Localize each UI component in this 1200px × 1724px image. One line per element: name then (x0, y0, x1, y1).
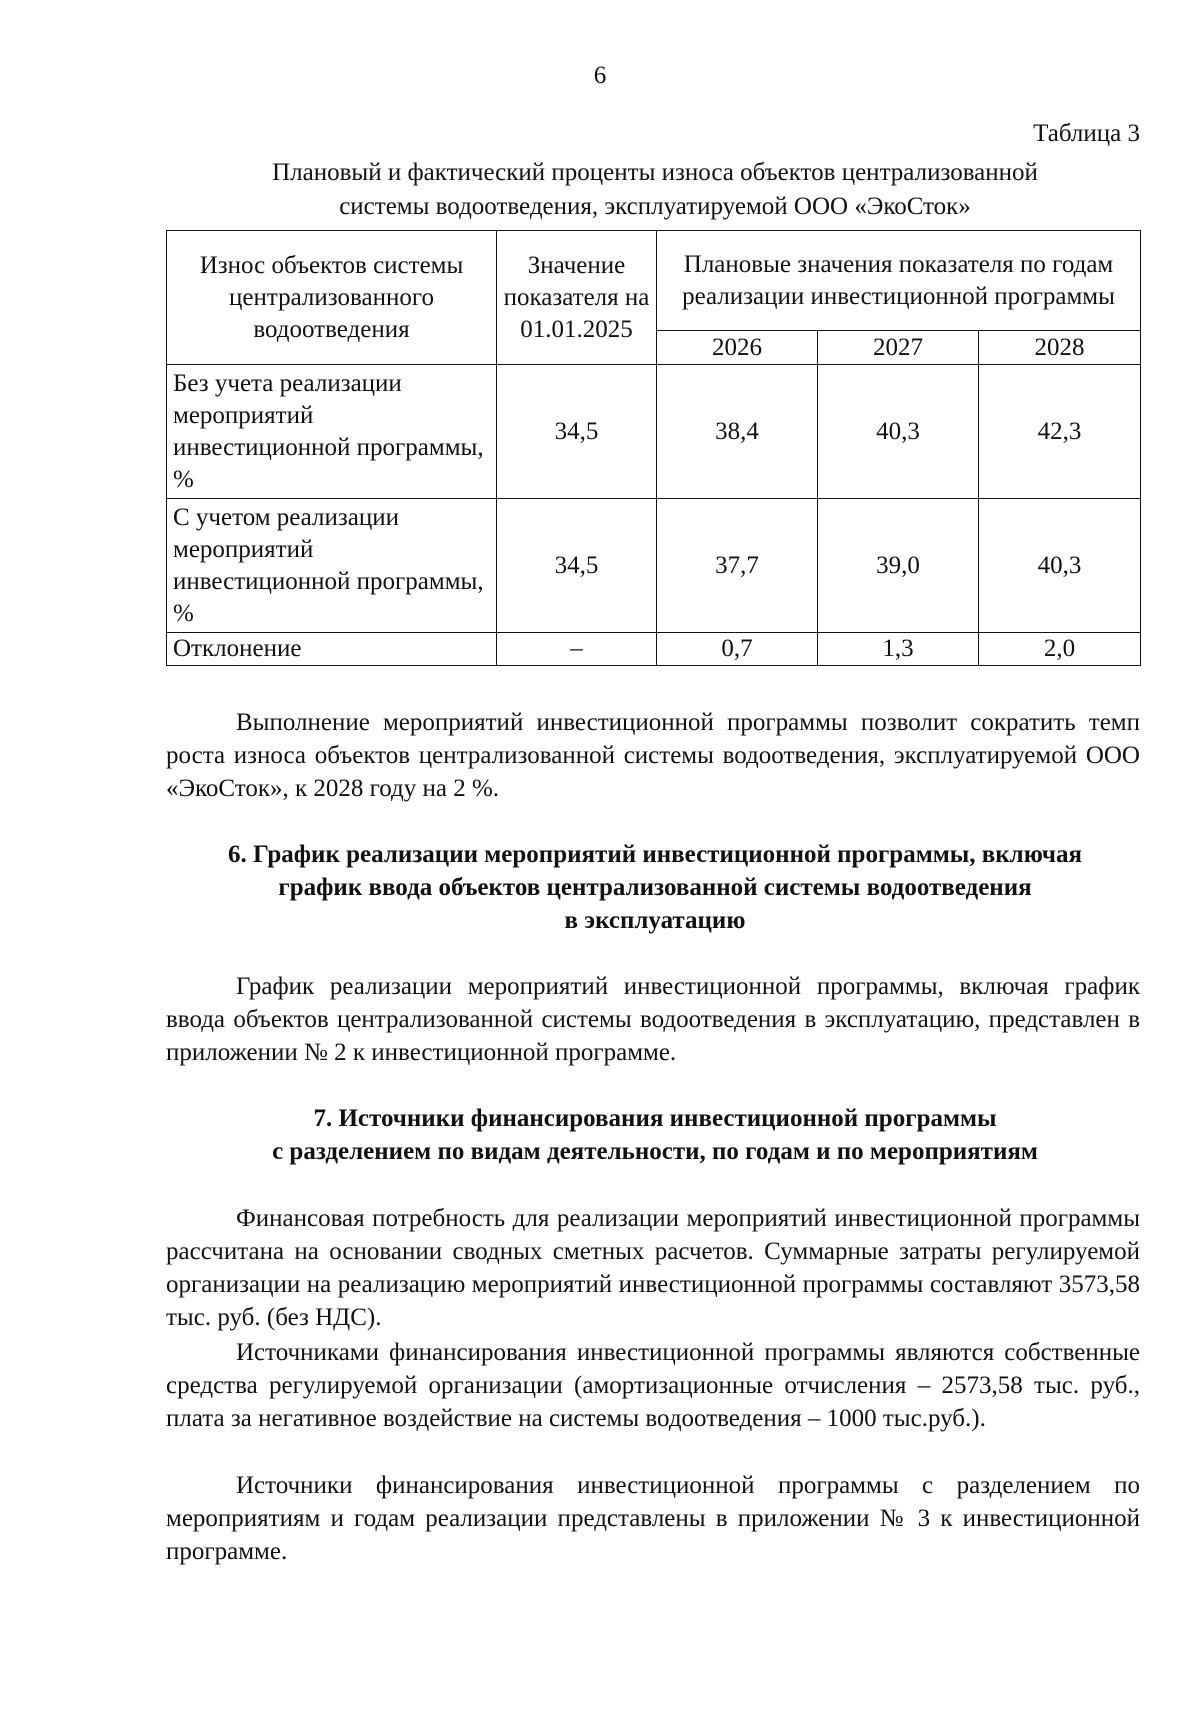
table-title-line: системы водоотведения, эксплуатируемой ООО «ЭкоСток» (339, 193, 971, 220)
section-7-paragraph-need: Финансовая потребность для реализации мероприятий инвестиционной программы рассчитана на основании сводных сметных расчетов. Суммарные затраты регулируемой организации на реализацию мероприятий инвестиционной программы составляют 3573,58 тыс. руб. (без НДС). (166, 1205, 1140, 1331)
heading-line: с разделением по видам деятельности, по годам и по мероприятиям (272, 1138, 1038, 1165)
header-year-2028: 2028 (979, 331, 1141, 365)
page-number: 6 (593, 62, 607, 89)
section-7-paragraph-sources: Источниками финансирования инвестиционной программы являются собственные средства регулируемой организации (амортизационные отчисления – 2573,58 тыс. руб., плата за негативное воздействие на системы водоотведения – 1000 тыс.руб.). (166, 1339, 1140, 1432)
header-year-2026: 2026 (657, 331, 818, 365)
cell-value: 39,0 (818, 499, 979, 633)
cell-value: 42,3 (979, 365, 1141, 499)
cell-value: – (497, 633, 657, 666)
row-label: Без учета реализации мероприятий инвестиционной программы, % (167, 365, 497, 499)
cell-value: 40,3 (818, 365, 979, 499)
section-6-text: График реализации мероприятий инвестиционной программы, включая график ввода объектов централизованной системы водоотведения в эксплуатацию, представлен в приложении № 2 к инвестиционной программе. (166, 973, 1140, 1066)
heading-line: в эксплуатацию (564, 907, 746, 934)
table-title-line: Плановый и фактический проценты износа объектов централизованной (272, 159, 1038, 186)
heading-line: 7. Источники финансирования инвестиционной программы (313, 1105, 997, 1132)
paragraph-wear-reduction: Выполнение мероприятий инвестиционной программы позволит сократить темп роста износа объектов централизованной системы водоотведения, эксплуатируемой ООО «ЭкоСток», к 2028 году на 2 %. (166, 709, 1140, 802)
header-wear-objects: Износ объектов системы централизованного водоотведения (167, 231, 497, 365)
cell-value: 40,3 (979, 499, 1141, 633)
cell-value: 38,4 (657, 365, 818, 499)
table-row (167, 499, 1141, 633)
cell-value: 34,5 (497, 499, 657, 633)
heading-line: график ввода объектов централизованной системы водоотведения (278, 874, 1032, 901)
table-header-row (167, 231, 1141, 331)
cell-value: 34,5 (497, 365, 657, 499)
wear-table (166, 230, 1141, 666)
cell-value: 37,7 (657, 499, 818, 633)
section-6-heading (150, 838, 1160, 937)
header-value-date: Значение показателя на 01.01.2025 (497, 231, 657, 365)
table-caption: Таблица 3 (1033, 120, 1140, 147)
cell-value: 1,3 (818, 633, 979, 666)
table-title (150, 156, 1160, 224)
section-7-heading (150, 1102, 1160, 1168)
section-7-paragraph-appendix: Источники финансирования инвестиционной программы с разделением по мероприятиям и годам реализации представлены в приложении № 3 к инвестиционной программе. (166, 1472, 1140, 1565)
header-year-2027: 2027 (818, 331, 979, 365)
cell-value: 2,0 (979, 633, 1141, 666)
table-row (167, 365, 1141, 499)
cell-value: 0,7 (657, 633, 818, 666)
row-label: С учетом реализации мероприятий инвестиционной программы, % (167, 499, 497, 633)
table-row (167, 633, 1141, 666)
header-plan-group: Плановые значения показателя по годам реализации инвестиционной программы (657, 231, 1141, 331)
heading-line: 6. График реализации мероприятий инвестиционной программы, включая (228, 841, 1082, 868)
row-label: Отклонение (167, 633, 497, 666)
